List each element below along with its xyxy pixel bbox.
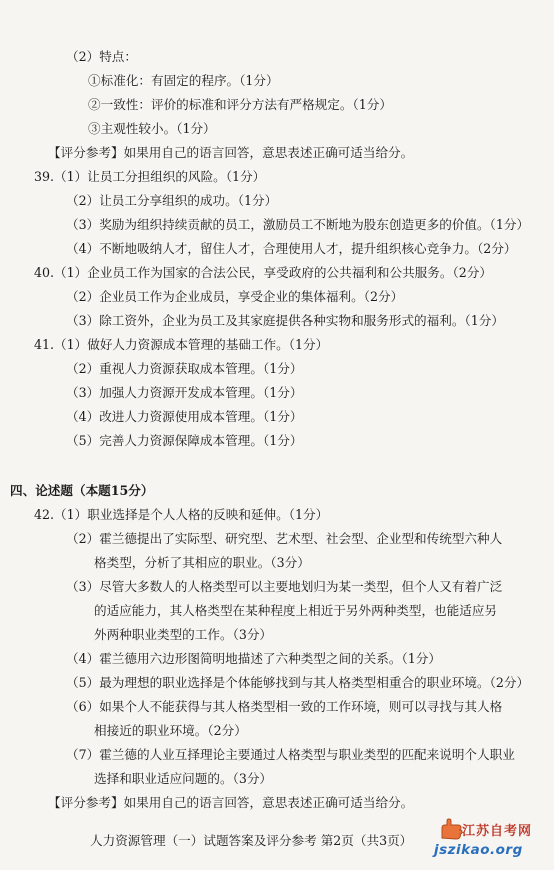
text-line: （2）让员工分享组织的成功。（1分） — [66, 193, 278, 208]
scoring-note: 【评分参考】如果用自己的语言回答，意思表述正确可适当给分。 — [48, 145, 414, 160]
watermark-site-name: 江苏自考网 — [462, 824, 533, 839]
section-heading: 四、论述题（本题15分） — [10, 483, 154, 498]
text-line: ①标准化：有固定的程序。（1分） — [88, 73, 279, 88]
text-line: （5）最为理想的职业选择是个体能够找到与其人格类型相重合的职业环境。（2分） — [66, 675, 530, 690]
watermark-url[interactable]: jszikao.org — [434, 842, 523, 858]
text-line: 外两种职业类型的工作。（3分） — [94, 627, 273, 642]
text-line: （4）霍兰德用六边形图简明地描述了六种类型之间的关系。（1分） — [66, 651, 441, 666]
text-line: （3）奖励为组织持续贡献的员工，激励员工不断地为股东创造更多的价值。（1分） — [66, 217, 530, 232]
text-line: 选择和职业适应问题的。（3分） — [94, 771, 273, 786]
text-line: （4）不断地吸纳人才，留住人才，合理使用人才，提升组织核心竞争力。（2分） — [66, 241, 517, 256]
page-footer: 人力资源管理（一）试题答案及评分参考 第2页（共3页） — [90, 833, 413, 848]
question-39-item-1: 39.（1）让员工分担组织的风险。（1分） — [34, 169, 266, 184]
watermark — [432, 818, 550, 866]
text-line: ③主观性较小。（1分） — [88, 121, 216, 136]
text-line: （3）尽管大多数人的人格类型可以主要地划归为某一类型，但个人又有着广泛 — [66, 579, 503, 594]
text-line: （2）企业员工作为企业成员，享受企业的集体福利。（2分） — [66, 289, 404, 304]
scoring-note: 【评分参考】如果用自己的语言回答，意思表述正确可适当给分。 — [48, 795, 414, 810]
text-line: （4）改进人力资源使用成本管理。（1分） — [66, 409, 303, 424]
text-line: （7）霍兰德的人业互择理论主要通过人格类型与职业类型的匹配来说明个人职业 — [66, 747, 515, 762]
text-line: （3）加强人力资源开发成本管理。（1分） — [66, 385, 303, 400]
text-line: （5）完善人力资源保障成本管理。（1分） — [66, 433, 303, 448]
text-line: ②一致性：评价的标准和评分方法有严格规定。（1分） — [88, 97, 392, 112]
text-line: （2）特点： — [66, 49, 137, 64]
question-42-item-1: 42.（1）职业选择是个人人格的反映和延伸。（1分） — [34, 507, 329, 522]
text-line: （3）除工资外，企业为员工及其家庭提供各种实物和服务形式的福利。（1分） — [66, 313, 504, 328]
question-41-item-1: 41.（1）做好人力资源成本管理的基础工作。（1分） — [34, 337, 329, 352]
text-line: 格类型，分析了其相应的职业。（3分） — [94, 555, 310, 570]
hand-logo-icon — [438, 818, 464, 842]
text-line: 的适应能力，其人格类型在某种程度上相近于另外两种类型，也能适应另 — [94, 603, 497, 618]
question-40-item-1: 40.（1）企业员工作为国家的合法公民，享受政府的公共福利和公共服务。（2分） — [34, 265, 492, 280]
text-line: （6）如果个人不能获得与其人格类型相一致的工作环境，则可以寻找与其人格 — [66, 699, 503, 714]
text-line: （2）霍兰德提出了实际型、研究型、艺术型、社会型、企业型和传统型六种人 — [66, 531, 503, 546]
text-line: （2）重视人力资源获取成本管理。（1分） — [66, 361, 303, 376]
text-line: 相接近的职业环境。（2分） — [94, 723, 247, 738]
